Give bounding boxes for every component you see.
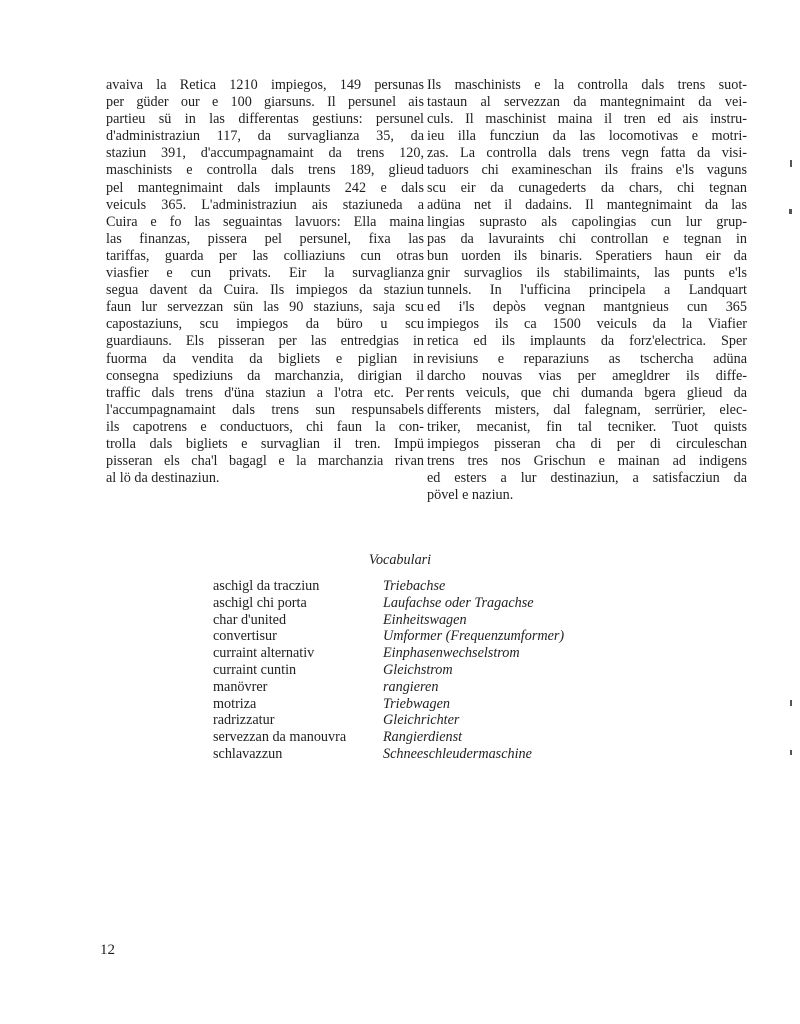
text-line: zas. La controlla dals trens vegn fatta da visi-: [427, 145, 747, 162]
text-line: faun lur servezzan sün las 90 staziuns, saja scu: [106, 299, 424, 316]
text-line: ed i'ls depòs vegnan mantgnieus cun 365: [427, 299, 747, 316]
text-line: pisseran els cha'l bagagl e la marchanzia rivan: [106, 453, 424, 470]
text-line: impiegos pisseran cha di per di circuleschan: [427, 435, 747, 452]
text-line: Cuira e fo las seguaintas lavuors: Ella maina: [106, 213, 424, 230]
text-line: viasfier e cun privats. Eir la survaglianza: [106, 265, 424, 282]
vocabulary-row: [213, 746, 564, 763]
german-term: Umformer (Frequenzumformer): [383, 628, 565, 645]
text-line: per güder our e 100 giarsuns. Il persunel ais: [106, 94, 424, 111]
text-line: traffic dals trens d'üna staziun a l'otra etc. Per: [106, 384, 424, 401]
text-line: rents veiculs, que chi dumanda bgera glieud da: [427, 384, 747, 401]
text-line: ieu illa funcziun da las locomotivas e motri-: [427, 128, 747, 145]
vocabulary-row: [213, 729, 564, 746]
text-line: darcho nouvas vias per amegldrer ils diffe-: [427, 367, 747, 384]
text-line: tunnels. In l'ufficina principela a Landquart: [427, 282, 747, 299]
german-term: Einphasenwechselstrom: [383, 645, 520, 662]
german-term: Triebachse: [383, 578, 446, 594]
romansh-term: curraint cuntin: [213, 661, 297, 678]
scan-mark: [790, 700, 792, 706]
scan-mark: [790, 160, 792, 167]
romansh-term: motriza: [213, 695, 257, 712]
german-term: Gleichstrom: [383, 661, 453, 678]
text-line: capostaziuns, scu impiegos da büro u scu: [106, 316, 424, 333]
vocabulary-row: [213, 662, 564, 679]
romansh-term: radrizzatur: [213, 712, 275, 729]
vocabulary-row: [213, 628, 564, 645]
romansh-term: aschigl da tracziun: [213, 578, 320, 594]
left-column-text: [106, 77, 424, 487]
text-line: las finanzas, pissera pel persunel, fixa las: [106, 230, 424, 247]
text-line: impiegos ils ca 1500 veiculs da la Viafier: [427, 316, 747, 333]
vocabulary-row: [213, 696, 564, 713]
page-number: 12: [100, 942, 115, 958]
german-term: Triebwagen: [383, 695, 451, 712]
text-line: veiculs 365. L'administraziun ais staziuneda a: [106, 196, 424, 213]
text-line: culs. Il maschinist maina il tren ed ais instru-: [427, 111, 747, 128]
german-term: Rangierdienst: [383, 729, 463, 746]
text-line: pövel e naziun.: [427, 487, 514, 504]
romansh-term: manövrer: [213, 678, 268, 695]
right-column-text: [427, 77, 747, 504]
text-line: scu eir da cunagederts da chars, chi tegnan: [427, 179, 747, 196]
vocabulary-row: [213, 645, 564, 662]
text-line: tariffas, guarda per las colliaziuns cun otras: [106, 247, 424, 264]
text-line: lingias suprasto als capolingias cun lur grup-: [427, 213, 747, 230]
text-line: staziun 391, d'accumpagnamaint da trens 120,: [106, 145, 424, 162]
text-line: adüna net il dadains. Il mantegnimaint da las: [427, 196, 747, 213]
text-line: trolla dals bigliets e survaglian il tren. Impü: [106, 435, 424, 452]
text-line: retica ed ils implaunts da forz'electrica. Sper: [427, 333, 747, 350]
text-line: tastaun al servezzan da mantegnimaint da vei-: [427, 94, 747, 111]
text-line: pas da lavuraints chi controllan e tegnan in: [427, 230, 747, 247]
text-line: d'administraziun 117, da survaglianza 35, da: [106, 128, 424, 145]
romansh-term: servezzan da manouvra: [213, 729, 347, 746]
vocabulary-row: [213, 679, 564, 696]
text-line: guardiauns. Els pisseran per las entredgias in: [106, 333, 424, 350]
scan-mark: [790, 750, 792, 755]
scan-mark: [789, 209, 792, 214]
romansh-term: schlavazzun: [213, 745, 283, 762]
text-line: trens tres nos Grischun e mainan ad indigens: [427, 453, 747, 470]
text-line: consegna spediziuns da marchanzia, dirigian il: [106, 367, 424, 384]
vocabulary-row: [213, 612, 564, 629]
german-term: rangieren: [383, 678, 439, 695]
romansh-term: curraint alternativ: [213, 645, 315, 662]
text-line: maschinists e controlla dals trens 189, glieud: [106, 162, 424, 179]
text-line: pel mantegnimaint dals implaunts 242 e dals: [106, 179, 424, 196]
text-line: segua davent da Cuira. Ils impiegos da staziun: [106, 282, 424, 299]
vocabulary-row: [213, 595, 564, 612]
vocabulary-row: [213, 578, 564, 595]
text-line: l'accumpagnamaint dals trens sun respunsabels: [106, 401, 424, 418]
german-term: Schneeschleudermaschine: [383, 745, 532, 762]
text-line: fuorma da vendita da bigliets e piglian in: [106, 350, 424, 367]
vocabulary-row: [213, 712, 564, 729]
text-line: al lö da destinaziun.: [106, 470, 220, 487]
text-line: avaiva la Retica 1210 impiegos, 149 persunas: [106, 77, 424, 93]
text-line: ed esters a lur destinaziun, a satisfacziun da: [427, 470, 747, 487]
german-term: Einheitswagen: [383, 611, 467, 628]
romansh-term: convertisur: [213, 628, 277, 645]
text-line: ils capotrens e conductuors, chi faun la con-: [106, 418, 424, 435]
text-line: triker, mecanist, fin tal tecniker. Tuot quists: [427, 418, 747, 435]
romansh-term: char d'united: [213, 611, 287, 628]
german-term: Gleichrichter: [383, 712, 460, 729]
text-line: Ils maschinists e la controlla dals trens suot-: [427, 77, 747, 93]
text-line: taduors chi examineschan ils frains e'ls vaguns: [427, 162, 747, 179]
romansh-term: aschigl chi porta: [213, 594, 307, 611]
text-line: gnir survaglios ils stabilimaints, las punts e'ls: [427, 265, 747, 282]
vocabulary-table: [213, 578, 564, 763]
text-line: bun uorden ils binaris. Speratiers haun eir da: [427, 247, 747, 264]
text-line: revisiuns e reparaziuns as tschercha adüna: [427, 350, 747, 367]
text-line: differents misters, dal falegnam, serrürier, elec-: [427, 401, 747, 418]
text-line: partieu sü in las differentas gestiuns: persunel: [106, 111, 424, 128]
vocabulary-title: Vocabulari: [368, 552, 432, 568]
german-term: Laufachse oder Tragachse: [383, 594, 534, 611]
